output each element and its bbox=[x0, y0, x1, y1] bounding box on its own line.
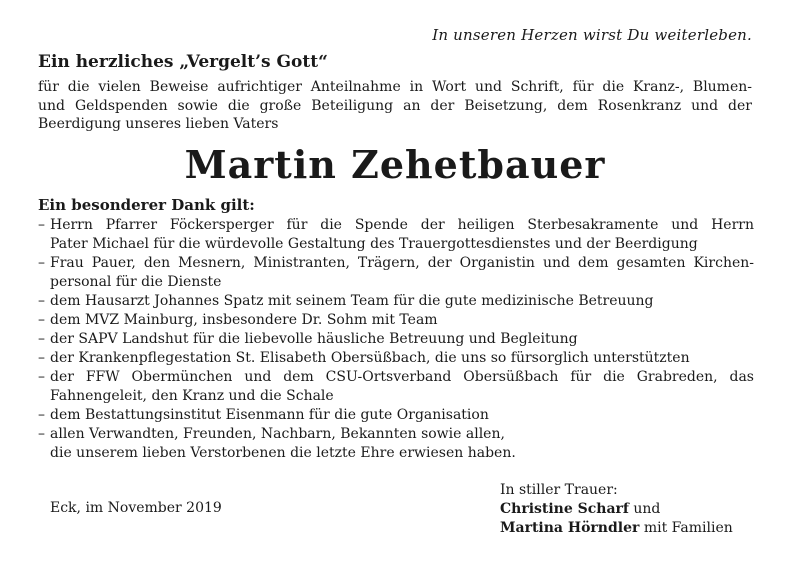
list-item-line: Fahnengeleit, den Kranz und die Schale bbox=[50, 388, 334, 404]
list-item-line: Pater Michael für die würdevolle Gestaltung des Trauergottesdienstes und der Beerdigung bbox=[50, 236, 698, 252]
dash: – bbox=[38, 407, 45, 423]
deceased-name: Martin Zehetbauer bbox=[184, 142, 606, 187]
mourners-block bbox=[500, 481, 733, 538]
dash: – bbox=[38, 369, 45, 385]
intro-line: und Geldspenden sowie die große Beteiligung an der Beisetzung, dem Rosenkranz und der bbox=[38, 97, 752, 114]
list-item-line: der SAPV Landshut für die liebevolle häusliche Betreuung und Begleitung bbox=[50, 331, 578, 347]
dash: – bbox=[38, 350, 45, 366]
intro-text bbox=[38, 78, 752, 134]
dash: – bbox=[38, 312, 45, 328]
list-item bbox=[38, 254, 754, 292]
list-item bbox=[38, 330, 754, 349]
mourner-suffix: mit Familien bbox=[639, 520, 733, 536]
dash: – bbox=[38, 217, 45, 233]
dash: – bbox=[38, 426, 45, 442]
thanks-list bbox=[38, 216, 754, 463]
list-item-line: dem Bestattungsinstitut Eisenmann für die gute Organisation bbox=[50, 407, 489, 423]
thanks-heading: Ein herzliches „Vergelt’s Gott“ bbox=[38, 52, 328, 72]
intro-line: für die vielen Beweise aufrichtiger Anteilnahme in Wort und Schrift, für die Kranz-, Blumen- bbox=[38, 79, 752, 95]
list-item bbox=[38, 311, 754, 330]
dash: – bbox=[38, 293, 45, 309]
list-item bbox=[38, 349, 754, 368]
mourner-line bbox=[500, 500, 733, 519]
mourner-name: Christine Scharf bbox=[500, 501, 629, 517]
motto: In unseren Herzen wirst Du weiterleben. bbox=[432, 26, 752, 44]
list-item-line: dem Hausarzt Johannes Spatz mit seinem Team für die gute medizinische Betreuung bbox=[50, 293, 654, 309]
place-date: Eck, im November 2019 bbox=[50, 500, 222, 516]
mourning-label: In stiller Trauer: bbox=[500, 482, 618, 498]
dash: – bbox=[38, 331, 45, 347]
list-item-line: der FFW Obermünchen und dem CSU-Ortsverband Obersüßbach für die Grabreden, das bbox=[50, 369, 754, 385]
dash: – bbox=[38, 255, 45, 271]
special-thanks-heading: Ein besonderer Dank gilt: bbox=[38, 196, 255, 214]
list-item-line: personal für die Dienste bbox=[50, 274, 222, 290]
mourner-name: Martina Hörndler bbox=[500, 520, 640, 536]
list-item bbox=[38, 368, 754, 406]
list-item bbox=[38, 216, 754, 254]
list-item-line: die unserem lieben Verstorbenen die letzte Ehre erwiesen haben. bbox=[50, 445, 516, 461]
list-item-line: der Krankenpflegestation St. Elisabeth Obersüßbach, die uns so fürsorglich unterstützten bbox=[50, 350, 690, 366]
list-item bbox=[38, 292, 754, 311]
list-item bbox=[38, 406, 754, 425]
list-item-line: Frau Pauer, den Mesnern, Ministranten, Trägern, der Organistin und dem gesamten Kirchen- bbox=[50, 255, 754, 271]
list-item-line: Herrn Pfarrer Föckersperger für die Spende der heiligen Sterbesakramente und Herrn bbox=[50, 217, 754, 233]
mourner-suffix: und bbox=[628, 501, 661, 517]
intro-line: Beerdigung unseres lieben Vaters bbox=[38, 116, 279, 132]
mourner-line bbox=[500, 519, 733, 538]
list-item-line: dem MVZ Mainburg, insbesondere Dr. Sohm mit Team bbox=[50, 312, 438, 328]
list-item bbox=[38, 425, 754, 463]
list-item-line: allen Verwandten, Freunden, Nachbarn, Bekannten sowie allen, bbox=[50, 426, 505, 442]
